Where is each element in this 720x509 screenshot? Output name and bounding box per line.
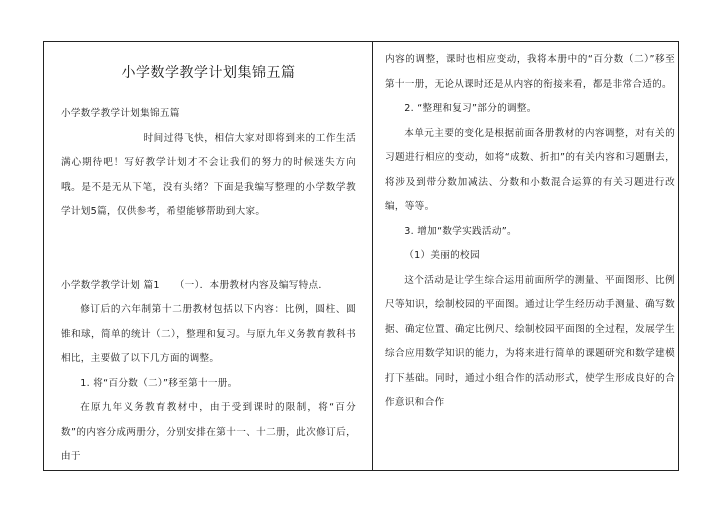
right-column bbox=[385, 48, 675, 416]
section-title: 小学数学教学计划 篇1 （一）．本册教材内容及编写特点． bbox=[61, 279, 329, 291]
list-item-heading: 2. “整理和复习”部分的调整。 bbox=[404, 103, 537, 114]
left-heading: 小学数学教学计划集锦五篇 bbox=[61, 108, 180, 119]
spacer bbox=[61, 249, 356, 274]
left-column bbox=[61, 48, 356, 470]
spacer bbox=[61, 225, 356, 250]
sub-heading: （1）美丽的校园 bbox=[404, 250, 480, 261]
paragraph: 内容的调整，课时也相应变动，我将本册中的“百分数（二）”移至第十一册，无论从课时还是从内容的衔接来看，都是非常合适的。 bbox=[385, 54, 675, 90]
paragraph: 修订后的六年制第十二册教材包括以下内容：比例，圆柱、圆锥和球，简单的统计（二），整理和复习。与原九年义务教育教科书相比，主要做了以下几方面的调整。 bbox=[61, 304, 356, 364]
paragraph: 本单元主要的变化是根据前面各册教材的内容调整，对有关的习题进行相应的变动，如将“成数、折扣”的有关内容和习题删去，将涉及到带分数加减法、分数和小数混合运算的有关习题进行改编，等等。 bbox=[385, 127, 675, 212]
paragraph: 这个活动是让学生综合运用前面所学的测量、平面图形、比例尺等知识，绘制校园的平面图。通过让学生经历动手测量、确写数据、确定位置、确定比例尺、绘制校园平面图的全过程，发展学生综合应用数学知识的能力，为将来进行简单的课题研究和数学建模打下基础。同时，通过小组合作的活动形式，使学生形成良好的合作意识和合作 bbox=[385, 274, 675, 408]
list-item-heading: 3. 增加“数学实践活动”。 bbox=[404, 225, 517, 237]
document-title: 小学数学教学计划集锦五篇 bbox=[121, 65, 296, 81]
intro-paragraph: 时间过得飞快，相信大家对即将到来的工作生活满心期待吧！写好教学计划才不会让我们的努力的时候迷失方向哦。是不是无从下笔，没有头绪？下面是我编写整理的小学数学教学计划5篇，仅供参考，希望能够帮助到大家。 bbox=[61, 132, 356, 217]
list-item-heading: 1. 将“百分数（二）”移至第十一册。 bbox=[80, 377, 238, 389]
column-divider bbox=[372, 41, 373, 471]
paragraph: 在原九年义务教育教材中，由于受到课时的限制，将“百分数”的内容分成两册分，分别安排在第十一、十二册，此次修订后，由于 bbox=[61, 402, 356, 462]
